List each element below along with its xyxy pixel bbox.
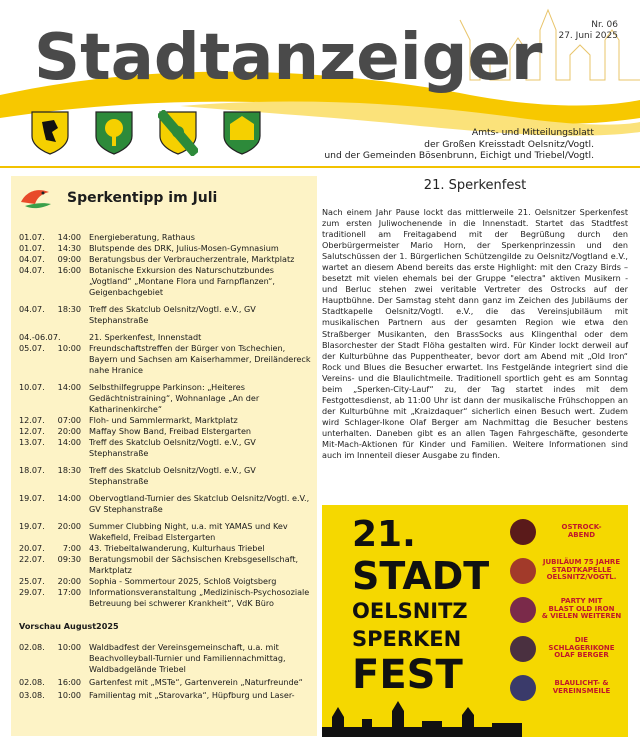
poster-highlight [510, 513, 622, 550]
masthead-title: Stadtanzeiger [34, 21, 543, 95]
sperkentipp-header [19, 184, 217, 212]
event-text: Floh- und Sammlermarkt, Marktplatz [89, 415, 238, 425]
event-row [19, 690, 314, 701]
event-date: 04.07. [19, 265, 45, 275]
highlight-photo [510, 519, 536, 545]
event-time: 7:00 [62, 543, 81, 553]
event-text: 43. Triebeltalwanderung, Kulturhaus Triebel [89, 543, 265, 553]
coat-of-arms-row [30, 110, 262, 156]
sperkentipp-title: Sperkentipp im Juli [67, 190, 218, 206]
event-time: 10:00 [57, 642, 81, 652]
event-text: Sophia - Sommertour 2025, Schloß Voigtsberg [89, 576, 277, 586]
subtitle-line: der Großen Kreisstadt Oelsnitz/Vogtl. [424, 138, 594, 150]
event-text: Freundschaftstreffen der Bürger von Tschechien, Bayern und Sachsen am Kaiserhammer, Dreiländereck nahe Hranice [89, 343, 311, 375]
event-date: 05.07. [19, 343, 45, 353]
header-rule [0, 166, 640, 168]
event-time: 10:00 [57, 343, 81, 353]
event-date: 12.07. [19, 426, 45, 436]
event-row [19, 576, 314, 587]
event-time: 14:00 [57, 493, 81, 503]
event-text: Selbsthilfegruppe Parkinson: „Heiteres Gedächtnistraining“, Wohnanlage „An der Katharinenkirche“ [89, 382, 260, 414]
event-row [19, 642, 314, 675]
poster-line: OELSNITZ [352, 599, 468, 623]
event-row [19, 254, 314, 265]
article-title: 21. Sperkenfest [423, 178, 527, 193]
event-time: 14:00 [57, 382, 81, 392]
event-date: 01.07. [19, 232, 45, 242]
event-time: 20:00 [57, 521, 81, 531]
event-text: Familientag mit „Starovarka“, Hüpfburg und Laser- [89, 690, 295, 700]
event-text: Beratungsbus der Verbraucherzentrale, Marktplatz [89, 254, 295, 264]
event-text: Blutspende des DRK, Julius-Mosen-Gymnasium [89, 243, 279, 253]
event-time: 14:00 [57, 232, 81, 242]
event-row [19, 543, 314, 554]
publication-subtitle [324, 127, 594, 162]
event-row [19, 554, 314, 576]
event-time [51, 332, 89, 343]
event-row [19, 437, 314, 459]
highlight-photo [510, 597, 536, 623]
event-row [19, 521, 314, 543]
event-date: 12.07. [19, 415, 45, 425]
highlight-label: BLAULICHT- & VEREINSMEILE [552, 679, 611, 695]
article-body: Nach einem Jahr Pause lockt das mittlerweile 21. Oelsnitzer Sperkenfest zum ersten Juliwochenende in die Innenstadt. Startet das Stadtfest traditionell am Freitagabend mit der Begrüßung durch den Oberbürgermeister Mario Horn, der Sperkenprinzessin und den Salutschüssen der 1. Bürgerlichen Schützengilde zu Oelsnitz/Vogtland e.V., wartet an diesem Abend bereits das erste Highlight: mit den Crazy Birds – besetzt mit vielen ehemals bei der Gruppe "electra" aktiven Musikern - und Berluc stehen zwei veritable Vertreter des Ostrocks auf der Hauptbühne. Der Samstag steht dann ganz im Zeichen des Jubiläums der Stadtkapelle Oelsnitz/Vogtl. e.V., die das Vereinsjubiläum mit musikalischen Partnern aus der gesamten Region wie etwa den Straßberger Musikanten, den BrassSocks aus Klingenthal oder dem Blasorchester der Stadt Flöha gestalten wird. Für Kinder lockt derweil auf der Kulturbühne das Puppentheater, bevor dort am Abend mit „Old Iron“ Rock und Blues die Besucher erwartet. Ins Festgelände integriert sind die Vereins- und die Blaulichtmeile. Traditionell sportlich geht es am Sonntag beim „Sperken-City-Lauf“ zu, der Tag startet indes mit dem Festgottesdienst, ab 11:00 Uhr ist dann der musikalische Frühschoppen an der Kulturbühne mit „Kraizdaquer“ sicherlich einen Besuch wert. Zudem wird Schlager-Ikone Olaf Berger am Nachmittag die Besucher bestens unterhalten. Daneben gibt es an allen Tagen Fahrgeschäfte, gesonderte Mit-Mach-Aktionen für Kinder und Familien. Weitere Informationen sind auch im Innenteil dieser Ausgabe zu finden. [322, 207, 628, 461]
lion-crest-icon [30, 110, 70, 156]
event-text: Maffay Show Band, Freibad Elstergarten [89, 426, 252, 436]
event-time: 16:00 [57, 265, 81, 275]
event-text: Botanische Exkursion des Naturschutzbundes „Vogtland“ „Montane Flora und Farnpflanzen“, Geigenbachgebiet [89, 265, 275, 297]
event-time: 10:00 [57, 690, 81, 700]
event-text: Informationsveranstaltung „Medizinisch-Psychosoziale Betreuung bei schwerer Krankheit“, VdK Büro [89, 587, 310, 608]
event-date: 02.08. [19, 642, 45, 652]
sperkenfest-poster [322, 505, 628, 737]
issue-info [558, 20, 618, 43]
article [322, 176, 628, 461]
event-time: 07:00 [57, 415, 81, 425]
bird-logo-icon [19, 184, 53, 212]
event-date: 19.07. [19, 493, 45, 503]
poster-highlight [510, 630, 622, 667]
event-date: 25.07. [19, 576, 45, 586]
event-row [19, 465, 314, 487]
event-date: 01.07. [19, 243, 45, 253]
event-date: 04.07. [19, 304, 45, 314]
event-date: 10.07. [19, 382, 45, 392]
event-date: 13.07. [19, 437, 45, 447]
leaf-crest-icon [158, 110, 198, 156]
event-date: 29.07. [19, 587, 45, 597]
event-time: 09:00 [57, 254, 81, 264]
event-time: 20:00 [57, 576, 81, 586]
event-date: 18.07. [19, 465, 45, 475]
highlight-label: PARTY MIT BLAST OLD IRON & VIELEN WEITEREN [541, 597, 622, 621]
event-time: 14:00 [57, 437, 81, 447]
event-text: Energieberatung, Rathaus [89, 232, 195, 242]
highlight-label: DIE SCHLAGERIKONE OLAF BERGER [548, 636, 615, 660]
event-text: Waldbadfest der Vereinsgemeinschaft, u.a. mit Beachvolleyball-Turnier und Familiennachmittag, Waldbadgelände Triebel [89, 642, 286, 674]
highlight-label: JUBILÄUM 75 JAHRE STADTKAPELLE OELSNITZ/VOGTL. [542, 558, 621, 582]
event-time: 17:00 [57, 587, 81, 597]
event-date: 03.08. [19, 690, 45, 700]
event-row [19, 243, 314, 254]
masthead-header [0, 0, 640, 168]
highlight-photo [510, 636, 536, 662]
poster-line: STADT [352, 554, 490, 598]
event-date: 04.07. [19, 254, 45, 264]
building-crest-icon [222, 110, 262, 156]
event-text: Treff des Skatclub Oelsnitz/Vogtl. e.V., GV Stephanstraße [89, 304, 256, 325]
event-date: 02.08. [19, 677, 45, 687]
vorschau-title: Vorschau August2025 [19, 621, 119, 631]
issue-number: Nr. 06 [591, 20, 618, 30]
poster-highlight [510, 591, 622, 628]
poster-highlight [510, 669, 622, 706]
event-list [19, 232, 314, 703]
event-row [19, 382, 314, 415]
subtitle-line: Amts- und Mitteilungsblatt [471, 127, 594, 138]
event-text: Treff des Skatclub Oelsnitz/Vogtl. e.V., GV Stephanstraße [89, 437, 256, 458]
event-row [19, 493, 314, 515]
event-time: 18:30 [57, 304, 81, 314]
event-row [19, 426, 314, 437]
event-row [19, 343, 314, 376]
event-row [19, 415, 314, 426]
sperkentipp-box [11, 176, 317, 736]
event-time: 16:00 [57, 677, 81, 687]
poster-highlights [510, 513, 622, 708]
highlight-label: OSTROCK- ABEND [561, 523, 602, 539]
event-date: 22.07. [19, 554, 45, 564]
highlight-photo [510, 558, 536, 584]
event-time: 14:30 [57, 243, 81, 253]
poster-highlight [510, 552, 622, 589]
event-row [19, 587, 314, 609]
event-time: 09:30 [57, 554, 81, 564]
event-row [19, 304, 314, 326]
poster-line: 21. [352, 514, 416, 555]
event-time: 18:30 [57, 465, 81, 475]
event-row [19, 265, 314, 298]
subtitle-line: und der Gemeinden Bösenbrunn, Eichigt und Triebel/Vogtl. [324, 150, 594, 161]
event-text: Gartenfest mit „MSTe“, Gartenverein „Naturfreunde“ [89, 677, 303, 687]
event-text: Obervogtland-Turnier des Skatclub Oelsnitz/Vogtl. e.V., GV Stephanstraße [89, 493, 310, 514]
event-row [19, 332, 314, 343]
event-date: 20.07. [19, 543, 45, 553]
event-time: 20:00 [57, 426, 81, 436]
poster-line: SPERKEN [352, 627, 462, 651]
poster-line: FEST [352, 652, 463, 698]
event-row [19, 677, 314, 688]
poster-skyline [322, 697, 522, 737]
event-text: Beratungsmobil der Sächsischen Krebsgesellschaft, Marktplatz [89, 554, 299, 575]
tree-crest-icon [94, 110, 134, 156]
event-text: Summer Clubbing Night, u.a. mit YAMAS und Kev Wakefield, Freibad Elstergarten [89, 521, 288, 542]
event-date: 19.07. [19, 521, 45, 531]
event-text: 21. Sperkenfest, Innenstadt [89, 332, 202, 342]
event-text: Treff des Skatclub Oelsnitz/Vogtl. e.V., GV Stephanstraße [89, 465, 256, 486]
highlight-photo [510, 675, 536, 701]
issue-date: 27. Juni 2025 [558, 31, 618, 42]
event-date: 04.-06.07. [19, 332, 61, 342]
event-row [19, 232, 314, 243]
